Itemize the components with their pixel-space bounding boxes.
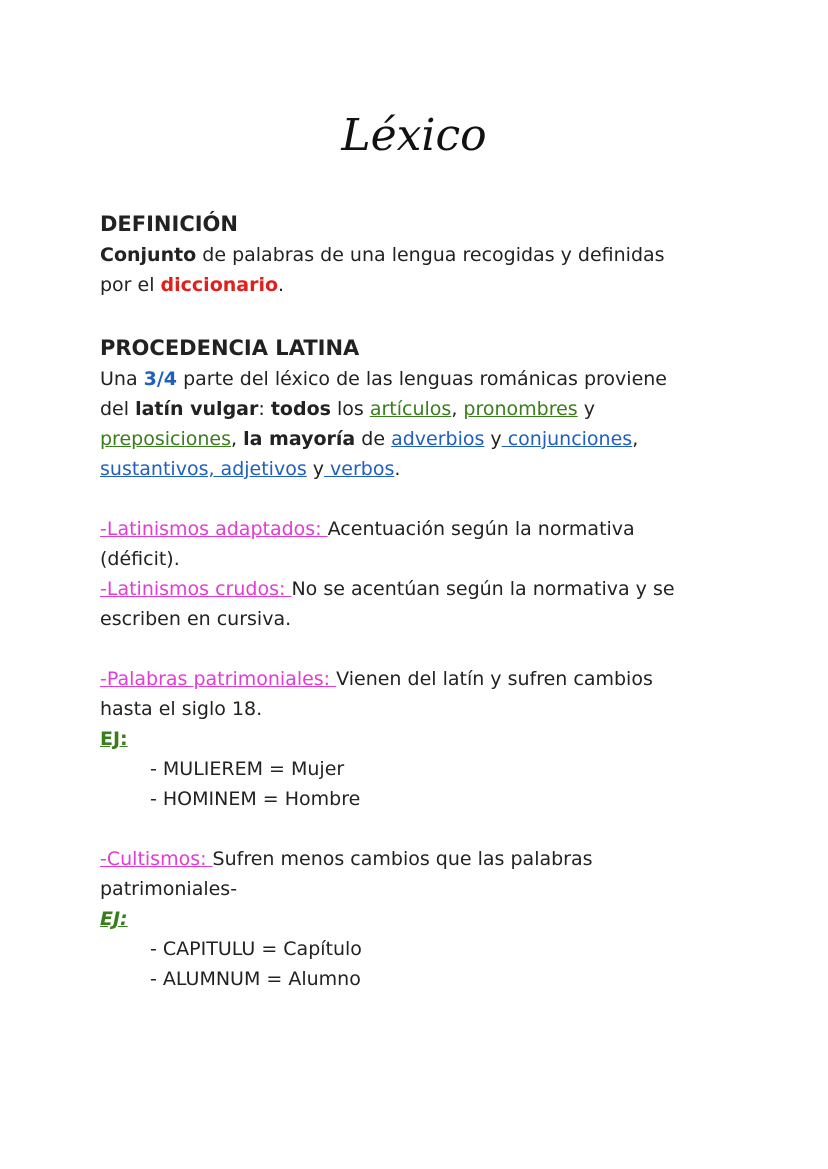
procedencia-text: del [100,398,136,420]
procedencia-text: parte del léxico de las lenguas románicas proviene [177,368,667,390]
procedencia-text: y [306,458,325,480]
patrimoniales-text: Vienen del latín y sufren cambios [336,668,653,690]
diccionario-word: diccionario [160,274,279,296]
latin-vulgar-bold: latín vulgar [135,398,259,420]
procedencia-text: , [451,398,464,420]
verbos-term: verbos [324,458,395,480]
latinismos-adaptados-line-2: (déficit). [100,548,180,570]
fraction-value: 3/4 [143,368,178,390]
ej-label: EJ: [100,728,128,750]
patrimoniales-line-2: hasta el siglo 18. [100,698,263,720]
procedencia-line-1 [100,364,740,394]
definicion-text-2: por el [100,274,161,296]
latinismos-adaptados-line-1 [100,514,740,544]
procedencia-line-2 [100,394,740,424]
definicion-line-1 [100,240,740,270]
example-item: - CAPITULU = Capítulo [150,938,362,960]
document-body [100,208,740,994]
pronombres-term: pronombres [463,398,578,420]
page-title: Léxico [341,110,487,161]
procedencia-text: de [355,428,392,450]
procedencia-line-3 [100,424,740,454]
patrimoniales-label: -Palabras patrimoniales: [100,668,337,690]
latinismos-adaptados-label: -Latinismos adaptados: [100,518,328,540]
patrimoniales-ej-label [100,724,740,754]
definicion-heading: DEFINICIÓN [100,212,238,236]
procedencia-line-4 [100,454,740,484]
procedencia-text: : [258,398,271,420]
cultismos-line-2: patrimoniales- [100,878,238,900]
cultismos-line-1 [100,844,740,874]
cultismos-label: -Cultismos: [100,848,213,870]
ej-label: EJ: [100,908,128,930]
cultismos-ej-label [100,904,740,934]
procedencia-text: y [577,398,595,420]
latinismos-crudos-line-2: escriben en cursiva. [100,608,292,630]
example-item: - HOMINEM = Hombre [150,788,361,810]
definicion-text-end: . [278,274,285,296]
procedencia-heading: PROCEDENCIA LATINA [100,336,360,360]
articulos-term: artículos [369,398,452,420]
example-item: - MULIEREM = Mujer [150,758,345,780]
la-mayoria-bold: la mayoría [243,428,356,450]
cultismos-text: Sufren menos cambios que las palabras [212,848,593,870]
todos-bold: todos [270,398,331,420]
latinismos-crudos-text: No se acentúan según la normativa y se [291,578,675,600]
conjunciones-term: conjunciones [501,428,633,450]
patrimoniales-line-1 [100,664,740,694]
procedencia-text: . [394,458,401,480]
definicion-bold-word: Conjunto [100,244,197,266]
preposiciones-term: preposiciones [100,428,231,450]
example-item: - ALUMNUM = Alumno [150,968,361,990]
definicion-line-2 [100,270,740,300]
procedencia-text: Una [100,368,144,390]
latinismos-adaptados-text: Acentuación según la normativa [327,518,635,540]
latinismos-crudos-label: -Latinismos crudos: [100,578,292,600]
sustantivos-adjetivos-term: sustantivos, adjetivos [100,458,307,480]
definicion-text: de palabras de una lengua recogidas y definidas [196,244,665,266]
procedencia-text: , [632,428,639,450]
procedencia-text: , [231,428,244,450]
latinismos-crudos-line-1 [100,574,740,604]
procedencia-text: y [484,428,502,450]
procedencia-text: los [330,398,370,420]
adverbios-term: adverbios [391,428,485,450]
